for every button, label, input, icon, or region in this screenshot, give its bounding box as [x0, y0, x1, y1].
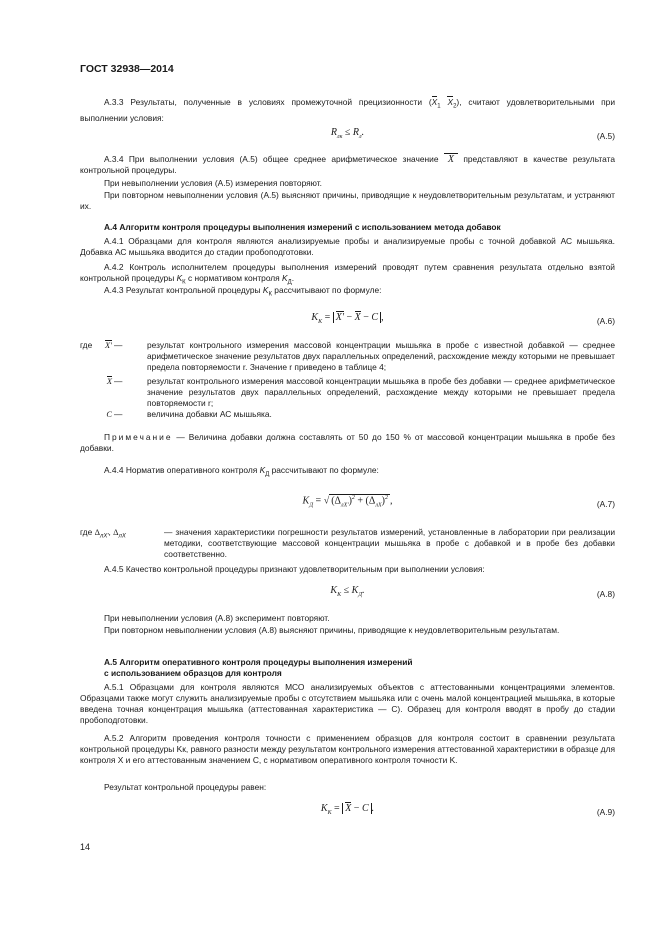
formula-number: (А.7): [596, 499, 615, 509]
paragraph-a45: А.4.5 Качество контрольной процедуры признают удовлетворительным при выполнении условия:: [104, 564, 485, 574]
paragraph-a52: А.5.2 Алгоритм проведения контроля точности с применением образцов для контроля состоит в сравнении результата контрольной процедуры Kк, равного разности между результатом контрольного измерения аттестованной характеристики в образце для контроля X и его аттестованным значением C, с нормативом оперативного контроля точности K.: [80, 733, 615, 765]
formula-number: (А.5): [596, 131, 615, 141]
paragraph-a43: А.4.3 Результат контрольной процедуры $K_К$ рассчитывают по формуле:: [104, 285, 382, 298]
section-heading-a5: А.5 Алгоритм оперативного контроля процедуры выполнения измерений с использованием образцов для контроля: [104, 657, 413, 678]
definition-row: где $\Delta_{лX'}$, $\Delta_{лX}$ — значения характеристики погрешности результатов измерений, установленные в лаборатории при реализации методики, соответствующие массовой концентрации мышьяка в пробе с добавкой и в пробе без добавки соответственно.: [80, 527, 616, 559]
document-header: ГОСТ 32938—2014: [80, 63, 174, 75]
formula-number: (А.8): [596, 589, 615, 599]
paragraph-a42: А.4.2 Контроль исполнителем процедуры выполнения измерений проводят путем сравнения результата отдельно взятой контрольной процедуры $K_К$ с нормативом контроля $K_Д$.: [80, 262, 615, 286]
paragraph-a34: А.3.4 При выполнении условия (А.5) общее среднее арифметическое значение X представляют в качестве результата контрольной процедуры.: [80, 154, 616, 175]
section-heading-a4: А.4 Алгоритм контроля процедуры выполнения измерений с использованием метода добавок: [104, 222, 501, 232]
paragraph-a52-2: Результат контрольной процедуры равен:: [104, 782, 267, 792]
formula-number: (А.9): [596, 807, 615, 817]
definitions-a6: [80, 340, 615, 420]
page-number: 14: [80, 842, 91, 852]
formula-a9: $K_К = X - C$ . (А.9): [320, 803, 615, 817]
definition-row: X — результат контрольного измерения массовой концентрации мышьяка в пробе без добавки — среднее арифметическое значение результатов двух параллельных определений, расхождение между которыми не превышает предела повторяемости r;: [106, 376, 615, 408]
paragraph-a34-2: При невыполнении условия (А.5) измерения повторяют.: [104, 178, 323, 188]
paragraph-a45-3: При повторном невыполнении условия (А.8) выясняют причины, приводящие к неудовлетворительным результатам.: [104, 625, 560, 635]
formula-a8: $K_К \le K_Д$. (А.8): [330, 585, 615, 599]
definition-row: где X′ — результат контрольного измерения массовой концентрации мышьяка в пробе с известной добавкой — среднее арифметическое значение результатов двух параллельных определений, расхождение между которыми не превышает предела повторяемости r. Значение r приведено в таблице 4;: [80, 340, 615, 372]
paragraph-a33: А.3.3 Результаты, полученные в условиях промежуточной прецизионности ($X_1$ $X_2$), считают удовлетворительными при выполнении условия:: [80, 97, 616, 123]
paragraph-a44: А.4.4 Норматив оперативного контроля $K_Д$ рассчитывают по формуле:: [104, 465, 379, 478]
formula-a5: $R_{лк} \le R_л$. (А.5): [330, 127, 615, 141]
definition-row: C — величина добавки АС мышьяка.: [106, 409, 272, 419]
formula-number: (А.6): [596, 316, 615, 326]
definitions-a7: [80, 527, 615, 560]
paragraph-a51: А.5.1 Образцами для контроля являются МСО анализируемых объектов с аттестованными концентрациями элементов. Образцами также могут служить анализируемые пробы с отсутствием мышьяка или с очень малой концентрацией мышьяка, в которые введена точная концентрация мышьяка (аттестованная характеристика — C). Образец для контроля вводят в пробу до стадии пробоподготовки.: [80, 682, 615, 725]
paragraph-a34-3: При повторном невыполнении условия (А.5) выясняют причины, приводящие к неудовлетворительным результатам, и устраняют их.: [80, 190, 615, 211]
note: Примечание — Величина добавки должна составлять от 50 до 150 % от массовой концентрации мышьяка в пробе без добавки.: [80, 432, 615, 453]
paragraph-a45-2: При невыполнении условия (А.8) эксперимент повторяют.: [104, 613, 330, 623]
paragraph-a41: А.4.1 Образцами для контроля являются анализируемые пробы и анализируемые пробы с точной добавкой АС мышьяка. Добавка АС мышьяка вводится до стадии пробоподготовки.: [80, 236, 615, 257]
formula-a7: $K_Д$ = √ $(\Delta_{лX'})^2 + (\Delta_{лX})^2$ , (А.7): [302, 495, 615, 509]
formula-a6: $K_К = X' - X - C$ , (А.6): [311, 312, 615, 326]
